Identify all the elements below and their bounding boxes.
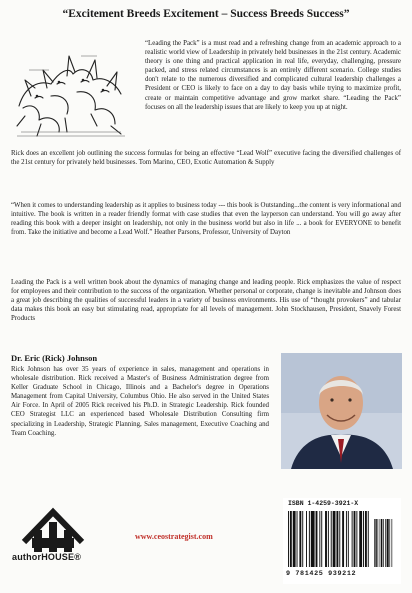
barcode-digits: 9 781425 939212	[286, 570, 357, 578]
review-3: Leading the Pack is a well written book about the dynamics of managing change and leading people. Rick emphasizes the value of respect for employees and their contribution to the success of the organization. Whether personal or corporate, change is inevitable and Johnson does a great job describing the qualities of successful leaders in a variety of business environments. His use of “thought provokers” and tabular data makes this book an easy but stimulating read, appropriate for all levels of management. John Stockhausen, President, Snavely Forest Products	[11, 279, 401, 323]
author-bio: Rick Johnson has over 35 years of experience in sales, management and operations in wholesale distribution. Rick received a Master's of Business Administration degree from Keller Graduate School in Chicago, Illinois and a Bachelor's degree in Operations Management from Capital University, Columbus Ohio. He also served in the United States Air Force. In April of 2005 Rick received his Ph.D. in Strategic Leadership. Rick founded CEO Strategist LLC an experienced based Wholesale Distribution Consulting firm specializing in Leadership, Strategic Planning, Sales management, Executive Coaching and Team Coaching.	[11, 366, 269, 437]
headline: “Excitement Breeds Excitement – Success Breeds Success”	[62, 8, 350, 20]
review-1-bottom: Rick does an excellent job outlining the success formulas for being an effective “Lead Wolf” executive facing the diversified challenges of the 21st century for privately held businesses. Tom Marino, CEO, Exotic Automation & Supply	[11, 150, 401, 167]
barcode	[288, 511, 396, 567]
website-url: www.ceostrategist.com	[135, 532, 213, 541]
review-1-top: “Leading the Pack” is a must read and a refreshing change from an academic approach to a realistic world view of Leadership in privately held businesses in the 21st century. Academic theory is one thing and practical application in real life, everyday, challenging, pressure packed, and stress related circumstances is an entirely different scenario. College studies don't relate to the numerous diversified and complicated cultural leadership challenges a President or CEO is likely to face on a day to day basis while trying to maximize profit, create or maintain competitive advantage and grow market share. “Leading the Pack” focuses on all the leadership issues that are likely to keep you up at night.	[145, 40, 401, 111]
barcode-area	[283, 498, 401, 584]
author-photo	[281, 353, 402, 469]
author-name: Dr. Eric (Rick) Johnson	[11, 353, 98, 363]
wolf-pack-illustration	[11, 36, 133, 140]
authorhouse-logo-icon	[18, 502, 88, 582]
isbn-text: ISBN 1-4259-3921-X	[288, 500, 359, 507]
publisher-brand: authorHOUSE®	[12, 552, 82, 562]
review-2: “When it comes to understanding leadership as it applies to business today --- this book is Outstanding...the content is very informational and intuitive. The book is written in a reader friendly format with case studies that even the layperson can understand. You will go away after reading this book with a deeper insight on leadership, not only in the business world but also in life ... a book for EVERYONE to benefit from. Take the initiative and become a Lead Wolf.” Heather Parsons, Professor, University of Dayton	[11, 202, 402, 237]
